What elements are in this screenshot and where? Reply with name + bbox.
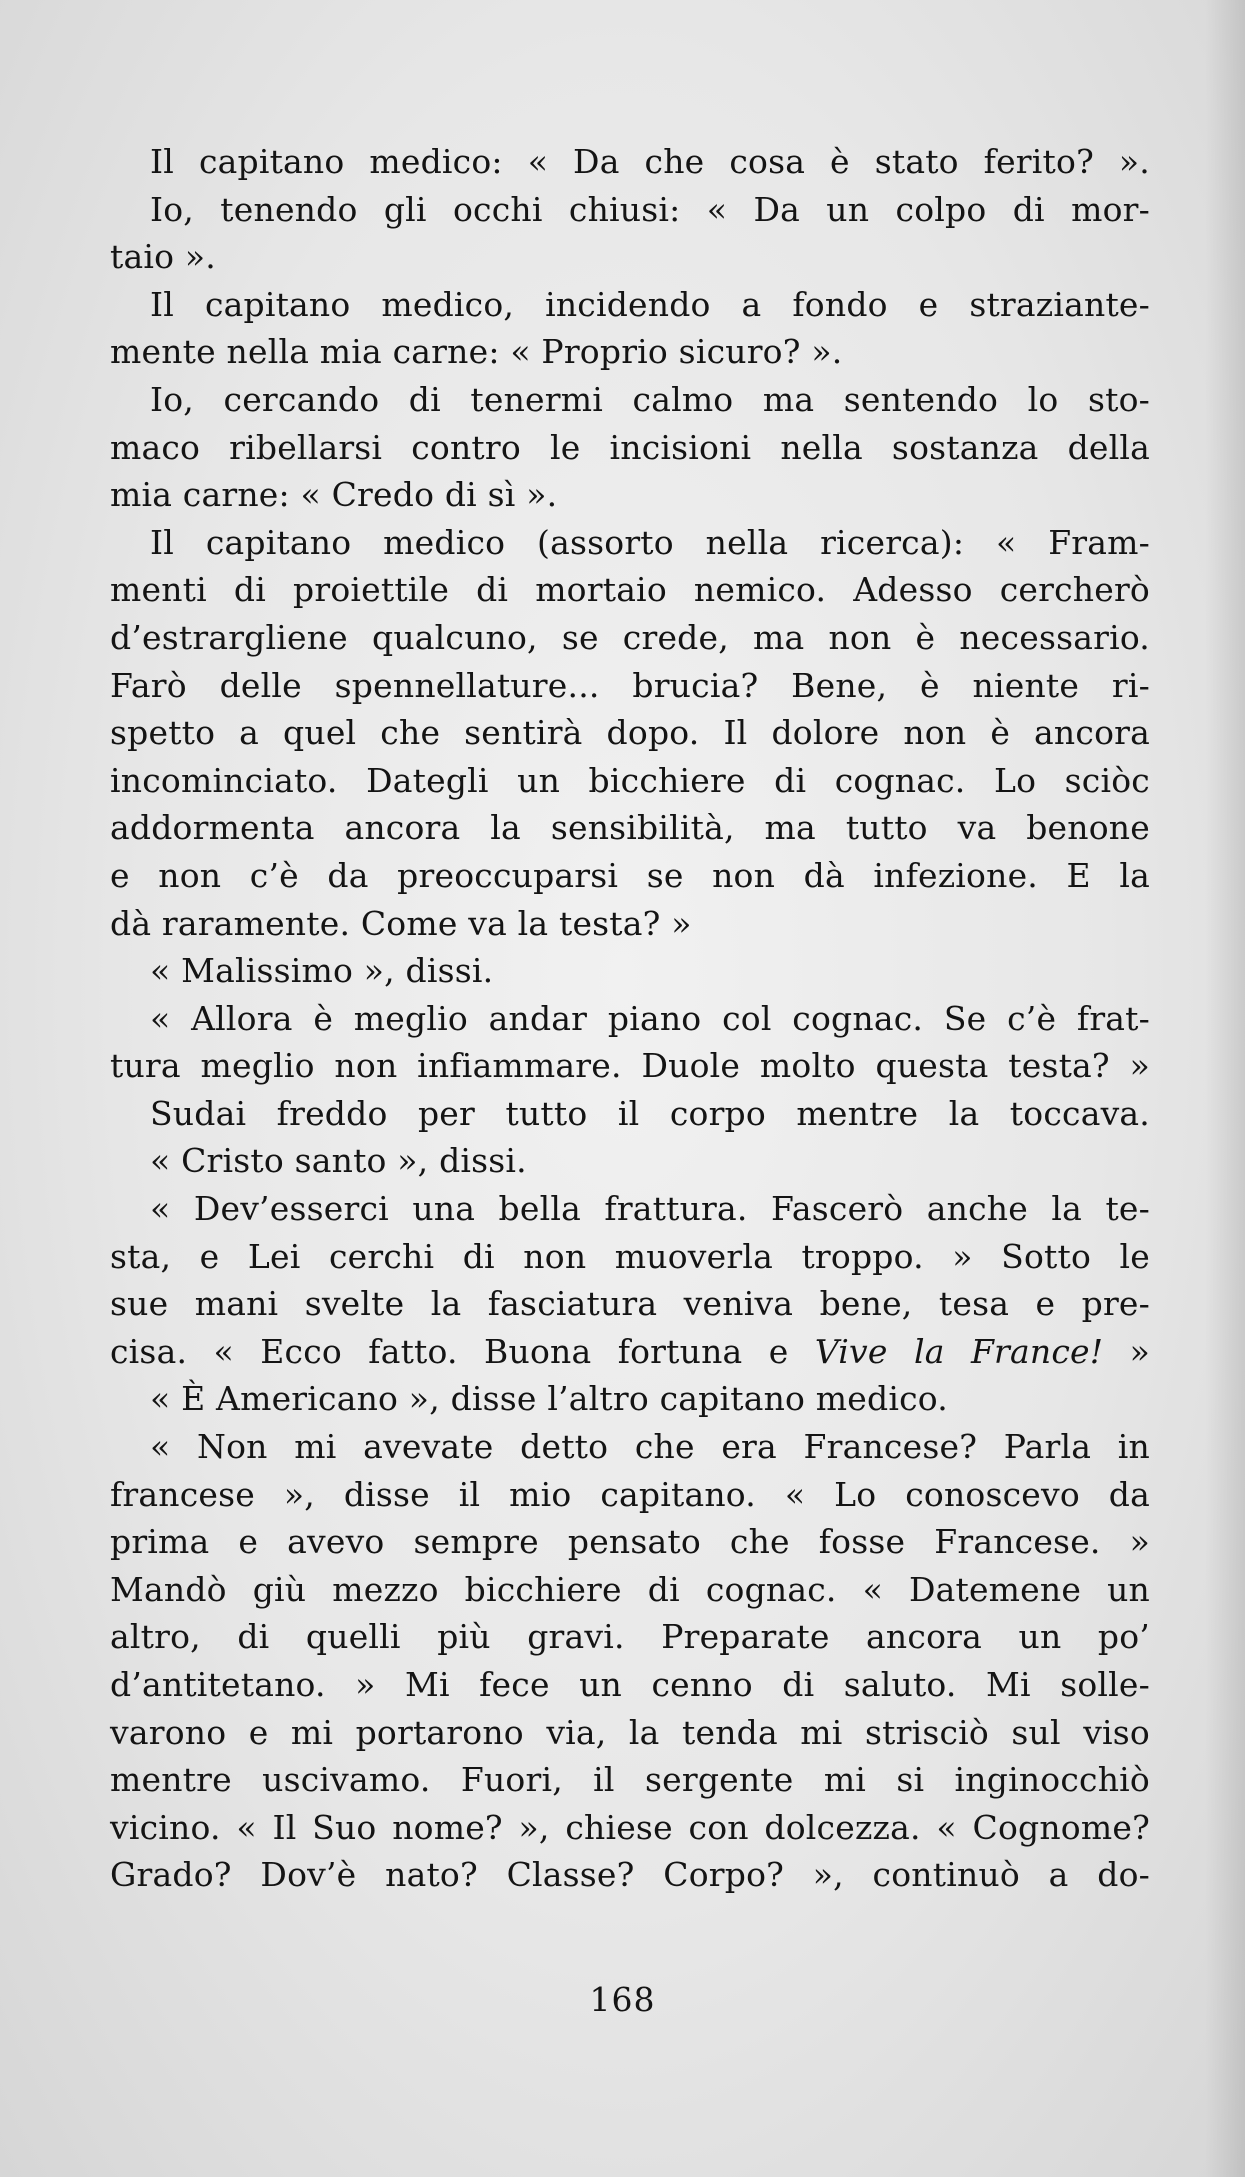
text-line: addormenta ancora la sensibilità, ma tutto va benone (110, 808, 1150, 848)
body-text (110, 138, 1150, 1899)
text-line: mentre uscivamo. Fuori, il sergente mi si inginocchiò (110, 1760, 1150, 1800)
closing-quote: » (1103, 1331, 1150, 1371)
text-line: altro, di quelli più gravi. Preparate ancora un po’ (110, 1617, 1150, 1657)
text-line: « Malissimo », dissi. (150, 951, 494, 991)
text-line: dà raramente. Come va la testa? » (110, 903, 692, 943)
text-line: prima e avevo sempre pensato che fosse Francese. » (110, 1522, 1150, 1562)
text-line-start: cisa. « Ecco fatto. Buona fortuna e (110, 1331, 815, 1371)
text-line: d’antitetano. » Mi fece un cenno di saluto. Mi solle- (110, 1665, 1150, 1704)
text-line: varono e mi portarono via, la tenda mi strisciò sul viso (110, 1712, 1150, 1752)
italic-phrase: Vive la France! (814, 1331, 1104, 1371)
text-line: Il capitano medico (assorto nella ricerca): « Fram- (150, 522, 1150, 562)
text-line: mente nella mia carne: « Proprio sicuro? ». (110, 332, 843, 372)
text-line: spetto a quel che sentirà dopo. Il dolore non è ancora (110, 713, 1150, 753)
text-line: « Non mi avevate detto che era Francese? Parla in (150, 1427, 1150, 1467)
text-line: tura meglio non infiammare. Duole molto questa testa? » (110, 1046, 1150, 1086)
text-line: e non c’è da preoccuparsi se non dà infezione. E la (110, 855, 1150, 895)
text-line: d’estrargliene qualcuno, se crede, ma non è necessario. (110, 617, 1150, 657)
page-number: 168 (589, 1980, 656, 2019)
text-line: menti di proiettile di mortaio nemico. Adesso cercherò (110, 570, 1150, 610)
text-line: Farò delle spennellature... brucia? Bene, è niente ri- (110, 665, 1150, 705)
text-line: maco ribellarsi contro le incisioni nella sostanza della (110, 427, 1150, 467)
text-line: Grado? Dov’è nato? Classe? Corpo? », continuò a do- (110, 1855, 1150, 1895)
text-line: Il capitano medico: « Da che cosa è stato ferito? ». (150, 142, 1150, 181)
text-line: Io, tenendo gli occhi chiusi: « Da un colpo di mor- (150, 189, 1150, 229)
text-line: Sudai freddo per tutto il corpo mentre la toccava. (150, 1093, 1150, 1133)
text-line: vicino. « Il Suo nome? », chiese con dolcezza. « Cognome? (110, 1807, 1150, 1847)
text-line: « Allora è meglio andar piano col cognac. Se c’è frat- (150, 998, 1150, 1038)
text-line: Il capitano medico, incidendo a fondo e straziante- (150, 284, 1150, 324)
page-edge-shadow (1205, 0, 1245, 2177)
text-line: sue mani svelte la fasciatura veniva bene, tesa e pre- (110, 1284, 1150, 1324)
text-line: « Dev’esserci una bella frattura. Fascerò anche la te- (150, 1189, 1150, 1229)
text-line: « È Americano », disse l’altro capitano medico. (150, 1379, 948, 1419)
text-line: taio ». (110, 237, 216, 277)
text-line: Mandò giù mezzo bicchiere di cognac. « Datemene un (110, 1569, 1150, 1609)
text-line: mia carne: « Credo di sì ». (110, 475, 558, 515)
text-line: Io, cercando di tenermi calmo ma sentendo lo sto- (150, 379, 1150, 419)
text-line-with-italic (110, 1328, 1150, 1376)
text-line: sta, e Lei cerchi di non muoverla troppo. » Sotto le (110, 1236, 1150, 1276)
text-line: incominciato. Dategli un bicchiere di cognac. Lo sciòc (110, 760, 1150, 800)
text-line: « Cristo santo », dissi. (150, 1141, 527, 1181)
text-line: francese », disse il mio capitano. « Lo conoscevo da (110, 1474, 1150, 1514)
